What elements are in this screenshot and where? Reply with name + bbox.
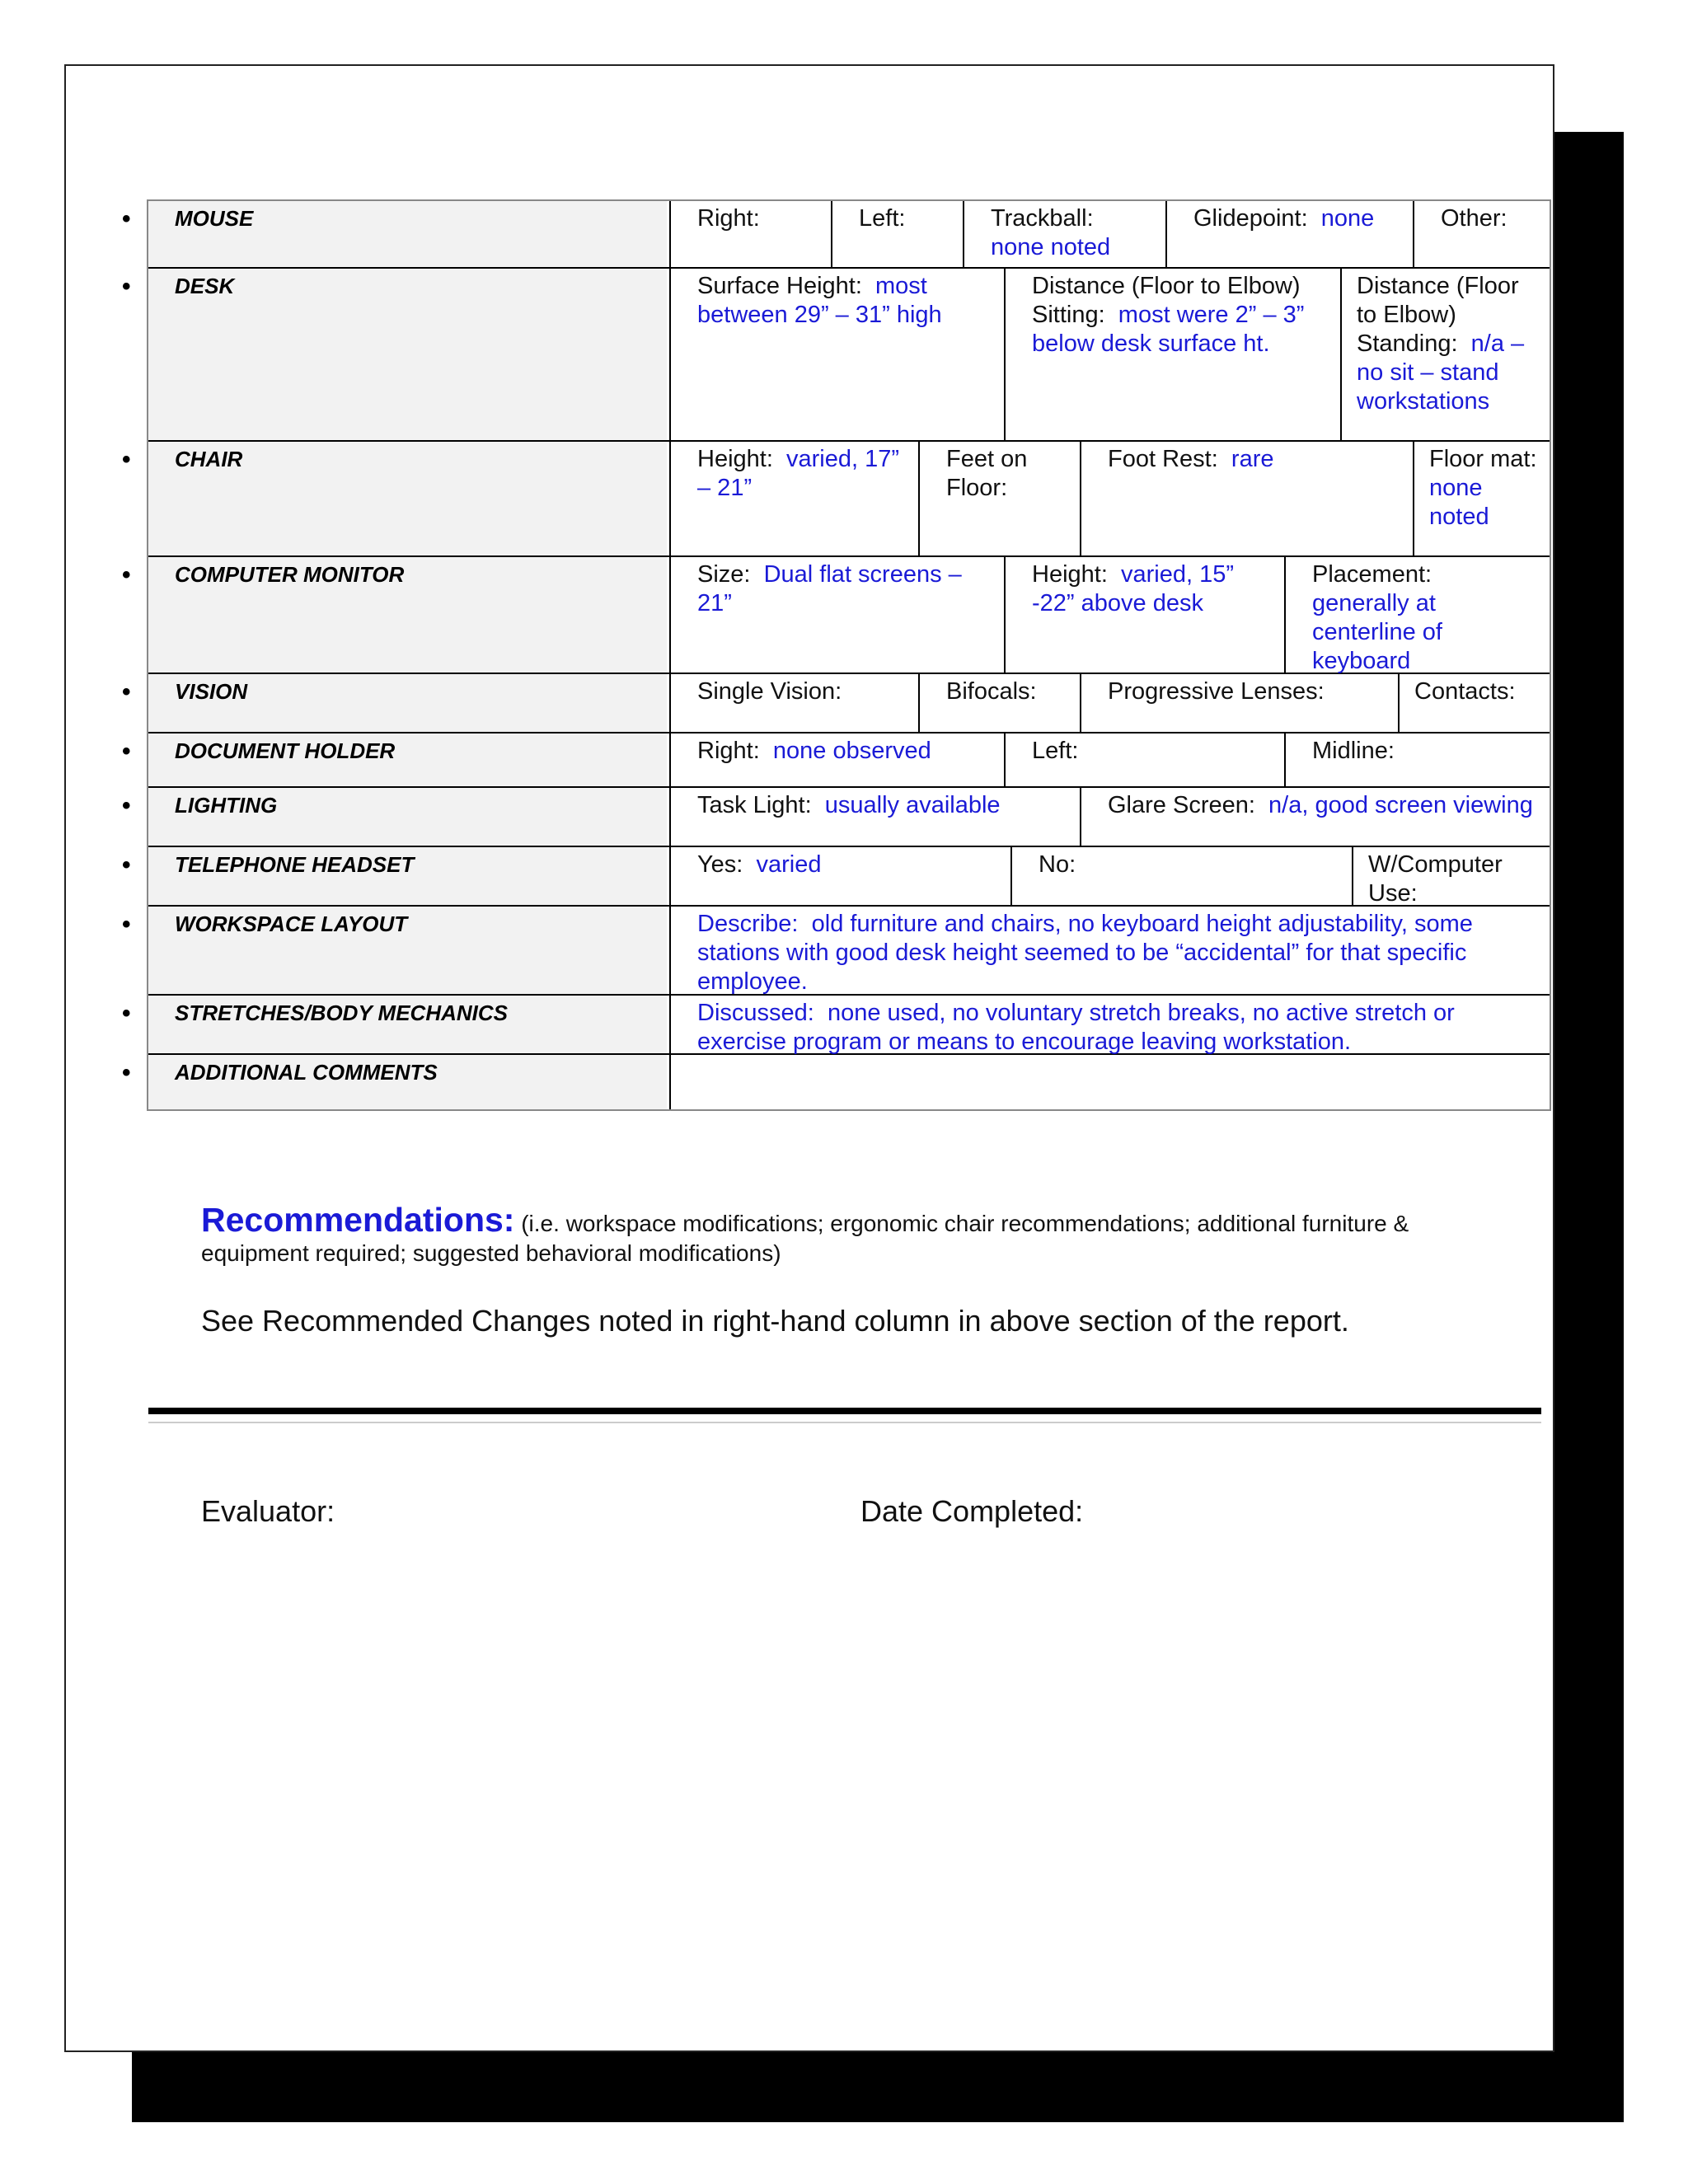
cell-computer-use: W/Computer Use:: [1368, 851, 1503, 907]
row-label: • DOCUMENT HOLDER: [148, 733, 669, 786]
bullet-icon: •: [122, 273, 131, 300]
table-row-additional-comments: [122, 1055, 1550, 1109]
table-row-desk: [122, 269, 1550, 442]
table-row-computer-monitor: [122, 557, 1550, 674]
table-row-lighting: [122, 788, 1550, 847]
cell-placement: Placement: generally at centerline of keyboard: [1312, 561, 1442, 674]
bullet-icon: •: [122, 851, 131, 879]
cell-left: Left:: [832, 201, 964, 267]
cell-size: Size: Dual flat screens – 21”: [671, 557, 1006, 673]
table-row-chair: [122, 442, 1550, 557]
cell-single-vision: Single Vision:: [671, 674, 920, 732]
cell-task-light: Task Light: usually available: [671, 788, 1081, 846]
cell-foot-rest: Foot Rest: rare: [1081, 442, 1414, 555]
row-label: • ADDITIONAL COMMENTS: [148, 1055, 669, 1109]
bullet-icon: •: [122, 792, 131, 819]
cell-right: Right: none observed: [671, 733, 1006, 786]
recommendations-title: Recommendations:: [201, 1201, 515, 1239]
table-row-vision: [122, 674, 1550, 733]
row-label: • MOUSE: [148, 201, 669, 267]
row-label: • STRETCHES/BODY MECHANICS: [148, 996, 669, 1053]
cell-contacts: Contacts:: [1414, 678, 1516, 705]
cell-describe: Describe: old furniture and chairs, no keyboard height adjustability, some stations with good desk height seemed to be “accidental” for that specific employee.: [697, 911, 1473, 995]
cell-glare-screen: Glare Screen: n/a, good screen viewing: [1108, 792, 1533, 818]
table-row-mouse: [122, 201, 1550, 269]
bullet-icon: •: [122, 911, 131, 938]
evaluator-label: Evaluator:: [201, 1494, 335, 1528]
recommendations-block: [201, 1201, 1487, 1268]
row-label: • VISION: [148, 674, 669, 732]
bullet-icon: •: [122, 446, 131, 473]
recommendations-body: See Recommended Changes noted in right-hand column in above section of the report.: [201, 1304, 1349, 1338]
cell-height: Height: varied, 15” -22” above desk: [1006, 557, 1286, 673]
document-page: [64, 64, 1554, 2052]
table-row-telephone-headset: [122, 847, 1550, 907]
table-row-workspace-layout: [122, 907, 1550, 996]
cell-no: No:: [1012, 847, 1353, 905]
bullet-icon: •: [122, 738, 131, 765]
cell-surface-height: Surface Height: most between 29” – 31” high: [671, 269, 1006, 440]
bullet-icon: •: [122, 678, 131, 705]
row-label: • DESK: [148, 269, 669, 440]
row-label: • COMPUTER MONITOR: [148, 557, 669, 673]
date-completed-label: Date Completed:: [860, 1494, 1084, 1528]
cell-distance-standing: Distance (Floor to Elbow) Standing: n/a – no sit – stand workstations: [1357, 273, 1525, 415]
cell-yes: Yes: varied: [671, 847, 1012, 905]
cell-midline: Midline:: [1312, 738, 1395, 764]
row-label: • LIGHTING: [148, 788, 669, 846]
bullet-icon: •: [122, 1000, 131, 1027]
cell-left: Left:: [1006, 733, 1286, 786]
cell-discussed: Discussed: none used, no voluntary stretch breaks, no active stretch or exercise program or means to encourage leaving workstation.: [697, 1000, 1455, 1055]
divider: [148, 1422, 1541, 1423]
cell-distance-sitting: Distance (Floor to Elbow) Sitting: most were 2” – 3” below desk surface ht.: [1006, 269, 1342, 440]
row-label: • WORKSPACE LAYOUT: [148, 907, 669, 994]
cell-glidepoint: Glidepoint: none: [1167, 201, 1414, 267]
cell-height: Height: varied, 17” – 21”: [671, 442, 920, 555]
cell-comments[interactable]: [671, 1055, 1550, 1109]
bullet-icon: •: [122, 1059, 131, 1086]
recommendations-subtitle: (i.e. workspace modifications; ergonomic chair recommendations; additional furniture & equipment required; suggested behavioral modifications): [201, 1211, 1409, 1266]
bullet-icon: •: [122, 561, 131, 588]
evaluation-table: [122, 199, 1551, 1111]
cell-floor-mat: Floor mat: none noted: [1429, 446, 1537, 530]
cell-progressive-lenses: Progressive Lenses:: [1081, 674, 1400, 732]
cell-bifocals: Bifocals:: [920, 674, 1081, 732]
divider: [148, 1408, 1541, 1414]
cell-feet-on-floor: Feet on Floor:: [920, 442, 1081, 555]
row-label: • TELEPHONE HEADSET: [148, 847, 669, 905]
table-row-document-holder: [122, 733, 1550, 788]
cell-right: Right:: [671, 201, 832, 267]
bullet-icon: •: [122, 205, 131, 232]
cell-trackball: Trackball: none noted: [964, 201, 1167, 267]
row-label: • CHAIR: [148, 442, 669, 555]
cell-other: Other:: [1441, 205, 1507, 232]
table-row-stretches: [122, 996, 1550, 1055]
